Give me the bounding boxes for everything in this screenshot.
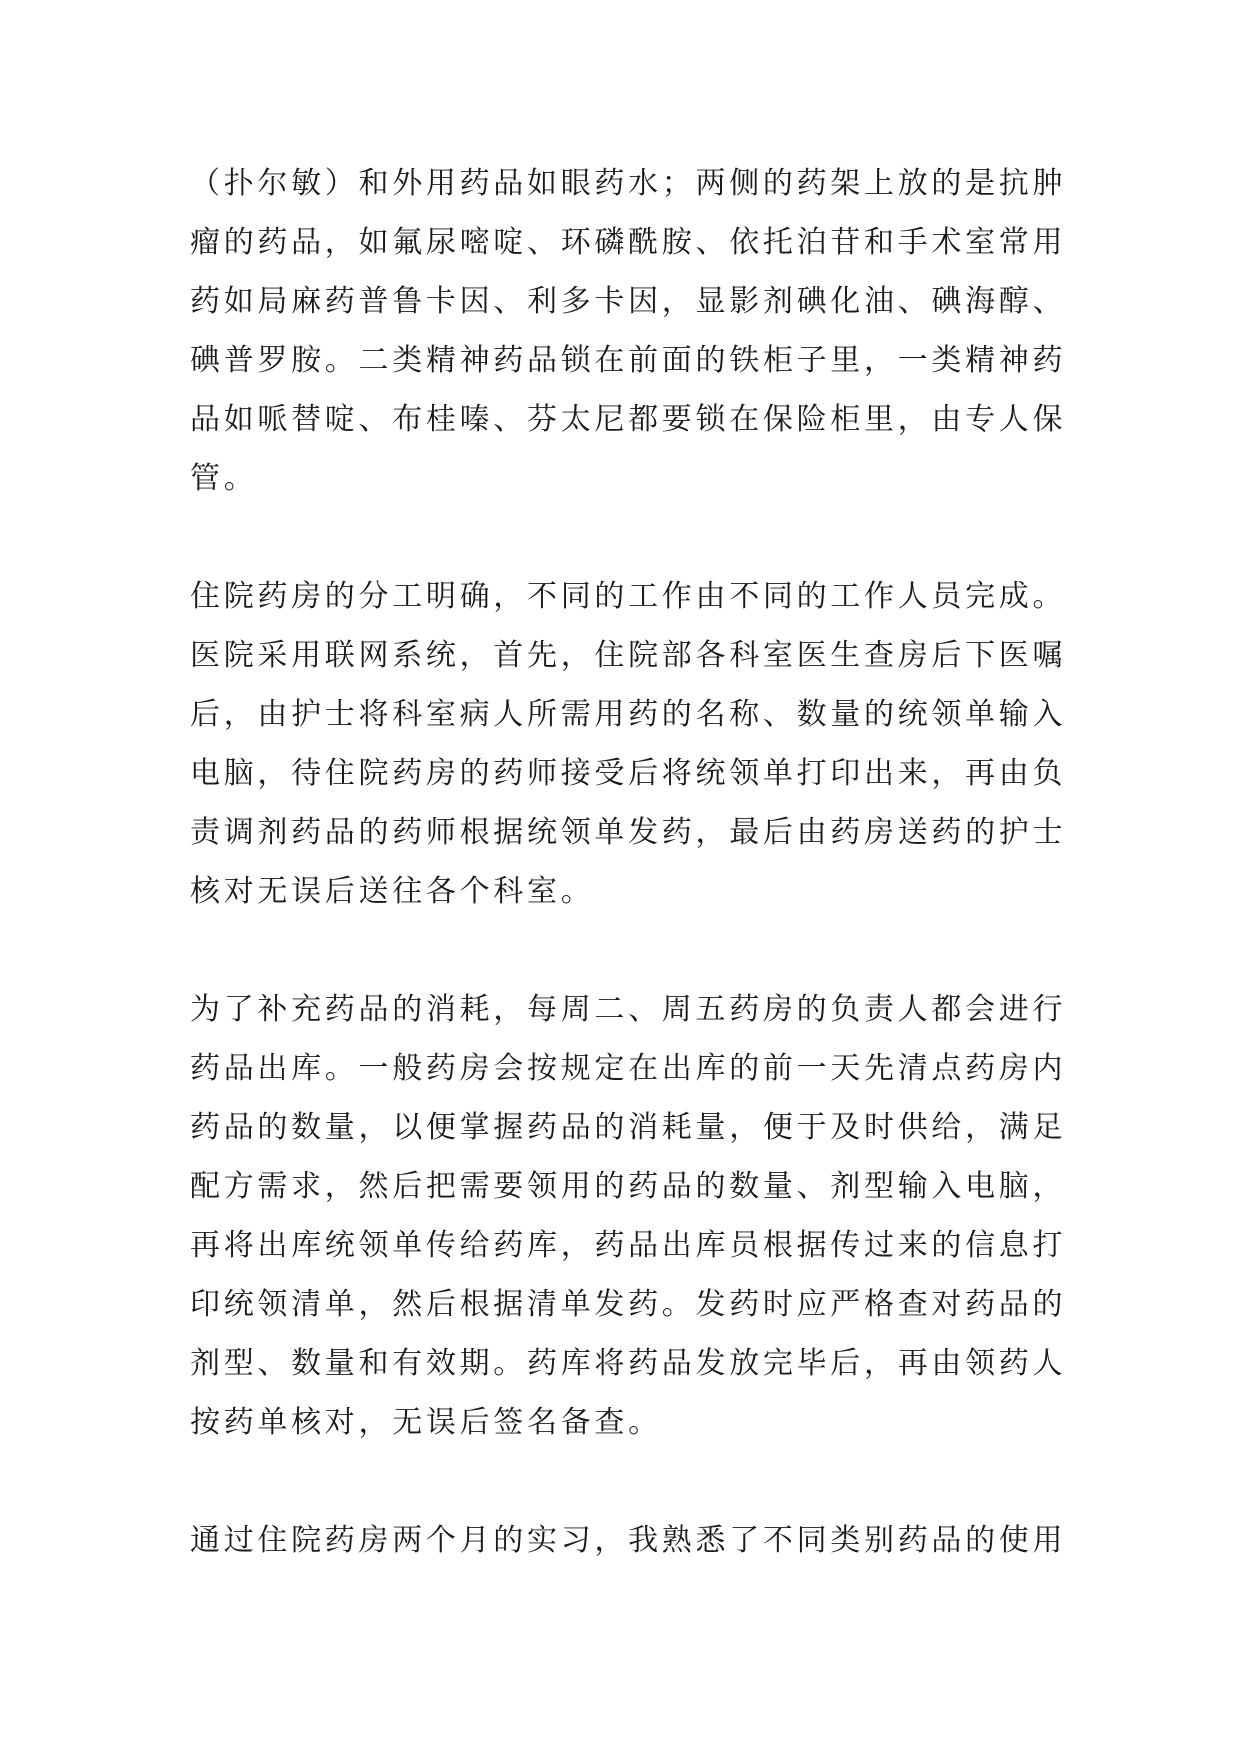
text-line: 药品出库。一般药房会按规定在出库的前一天先清点药房内 [190, 1051, 1067, 1086]
paragraph-stock-replenishment [190, 980, 1070, 1452]
text-line: 医院采用联网系统，首先，住院部各科室医生查房后下医嘱 [190, 638, 1067, 673]
text-line: 剂型、数量和有效期。药库将药品发放完毕后，再由领药人 [190, 1346, 1067, 1381]
text-line: 碘普罗胺。二类精神药品锁在前面的铁柜子里，一类精神药 [190, 343, 1067, 378]
text-line: 药品的数量，以便掌握药品的消耗量，便于及时供给，满足 [190, 1110, 1067, 1145]
document-body [190, 154, 1070, 1570]
text-line: 后，由护士将科室病人所需用药的名称、数量的统领单输入 [190, 697, 1067, 732]
text-line: 品如哌替啶、布桂嗪、芬太尼都要锁在保险柜里，由专人保 [190, 402, 1067, 437]
text-line: 责调剂药品的药师根据统领单发药，最后由药房送药的护士 [190, 815, 1067, 850]
text-line: 药如局麻药普鲁卡因、利多卡因，显影剂碘化油、碘海醇、 [190, 284, 1067, 319]
text-line: 管。 [190, 461, 258, 496]
text-line: 配方需求，然后把需要领用的药品的数量、剂型输入电脑， [190, 1169, 1067, 1204]
text-line: 按药单核对，无误后签名备查。 [190, 1405, 662, 1440]
paragraph-spacer [190, 1452, 1070, 1511]
text-line: 再将出库统领单传给药库，药品出库员根据传过来的信息打 [190, 1228, 1067, 1263]
text-line: 电脑，待住院药房的药师接受后将统领单打印出来，再由负 [190, 756, 1067, 791]
paragraph-drug-storage [190, 154, 1070, 508]
text-line: 通过住院药房两个月的实习，我熟悉了不同类别药品的使用 [190, 1523, 1067, 1558]
text-line: （扑尔敏）和外用药品如眼药水；两侧的药架上放的是抗肿 [190, 166, 1067, 201]
text-line: 住院药房的分工明确，不同的工作由不同的工作人员完成。 [190, 579, 1067, 614]
text-line: 瘤的药品，如氟尿嘧啶、环磷酰胺、依托泊苷和手术室常用 [190, 225, 1067, 260]
paragraph-internship-summary [190, 1511, 1070, 1570]
text-line: 为了补充药品的消耗，每周二、周五药房的负责人都会进行 [190, 992, 1067, 1027]
paragraph-spacer [190, 921, 1070, 980]
text-line: 印统领清单，然后根据清单发药。发药时应严格查对药品的 [190, 1287, 1067, 1322]
paragraph-pharmacy-workflow [190, 567, 1070, 921]
paragraph-spacer [190, 508, 1070, 567]
text-line: 核对无误后送往各个科室。 [190, 874, 595, 909]
